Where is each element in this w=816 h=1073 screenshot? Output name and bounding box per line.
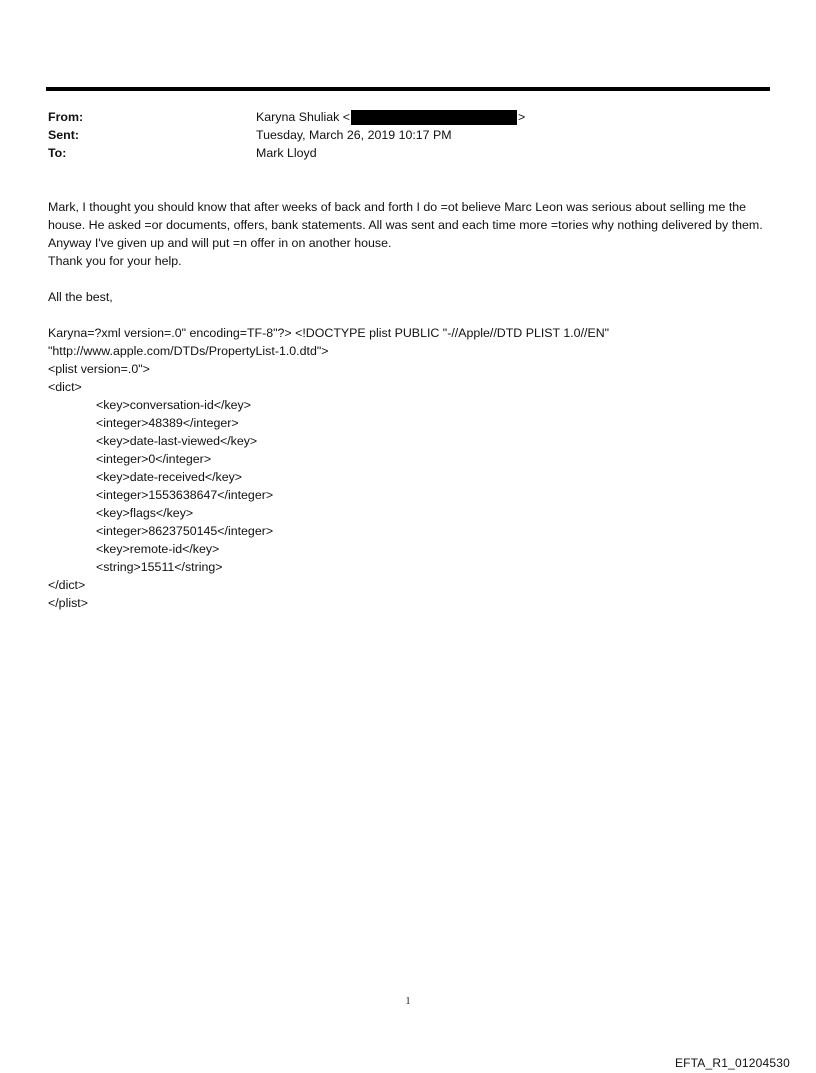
dict-entry: <integer>48389</integer> (96, 416, 239, 430)
dict-entry: <string>15511</string> (96, 560, 223, 574)
xml-declaration: Karyna=?xml version=.0" encoding=TF-8"?> <!DOCTYPE plist PUBLIC "-//Apple//DTD PLIST 1.0//EN" (48, 326, 610, 340)
thanks-line: Thank you for your help. (48, 254, 182, 268)
sent-row (48, 126, 748, 144)
sent-label: Sent: (48, 128, 79, 142)
body-paragraph: Mark, I thought you should know that after weeks of back and forth I do =ot believe Marc Leon was serious about selling me the house. He asked =or documents, offers, bank statements. All was sent and each time more =tories why nothing delivered by them. Anyway I've given up and will put =n offer in on another house. (48, 200, 763, 250)
email-header (48, 108, 748, 162)
dict-entry: <key>remote-id</key> (96, 542, 220, 556)
header-divider (46, 87, 770, 91)
from-row (48, 108, 748, 126)
to-value: Mark Lloyd (256, 146, 317, 160)
xml-plist-close: </plist> (48, 596, 88, 610)
dict-entry: <key>conversation-id</key> (96, 398, 251, 412)
document-id: EFTA_R1_01204530 (674, 1056, 790, 1070)
dict-entry: <key>date-last-viewed</key> (96, 434, 258, 448)
from-name: Karyna Shuliak < (256, 110, 351, 124)
dict-entry: <integer>0</integer> (96, 452, 212, 466)
dict-entry: <integer>8623750145</integer> (96, 524, 274, 538)
signoff-line: All the best, (48, 290, 113, 304)
email-body (48, 198, 773, 612)
xml-dtd-url: "http://www.apple.com/DTDs/PropertyList-1.0.dtd"> (48, 344, 329, 358)
to-label: To: (48, 146, 67, 160)
page-number: 1 (405, 996, 411, 1007)
from-value (256, 108, 525, 126)
xml-dict-close: </dict> (48, 578, 86, 592)
xml-dict-open: <dict> (48, 380, 82, 394)
xml-plist-open: <plist version=.0"> (48, 362, 150, 376)
dict-entry: <integer>1553638647</integer> (96, 488, 274, 502)
from-close: > (518, 110, 526, 124)
from-label: From: (48, 110, 84, 124)
sent-value: Tuesday, March 26, 2019 10:17 PM (256, 128, 452, 142)
dict-entry: <key>flags</key> (96, 506, 194, 520)
to-row (48, 144, 748, 162)
redaction-block (351, 110, 517, 125)
dict-entry: <key>date-received</key> (96, 470, 243, 484)
